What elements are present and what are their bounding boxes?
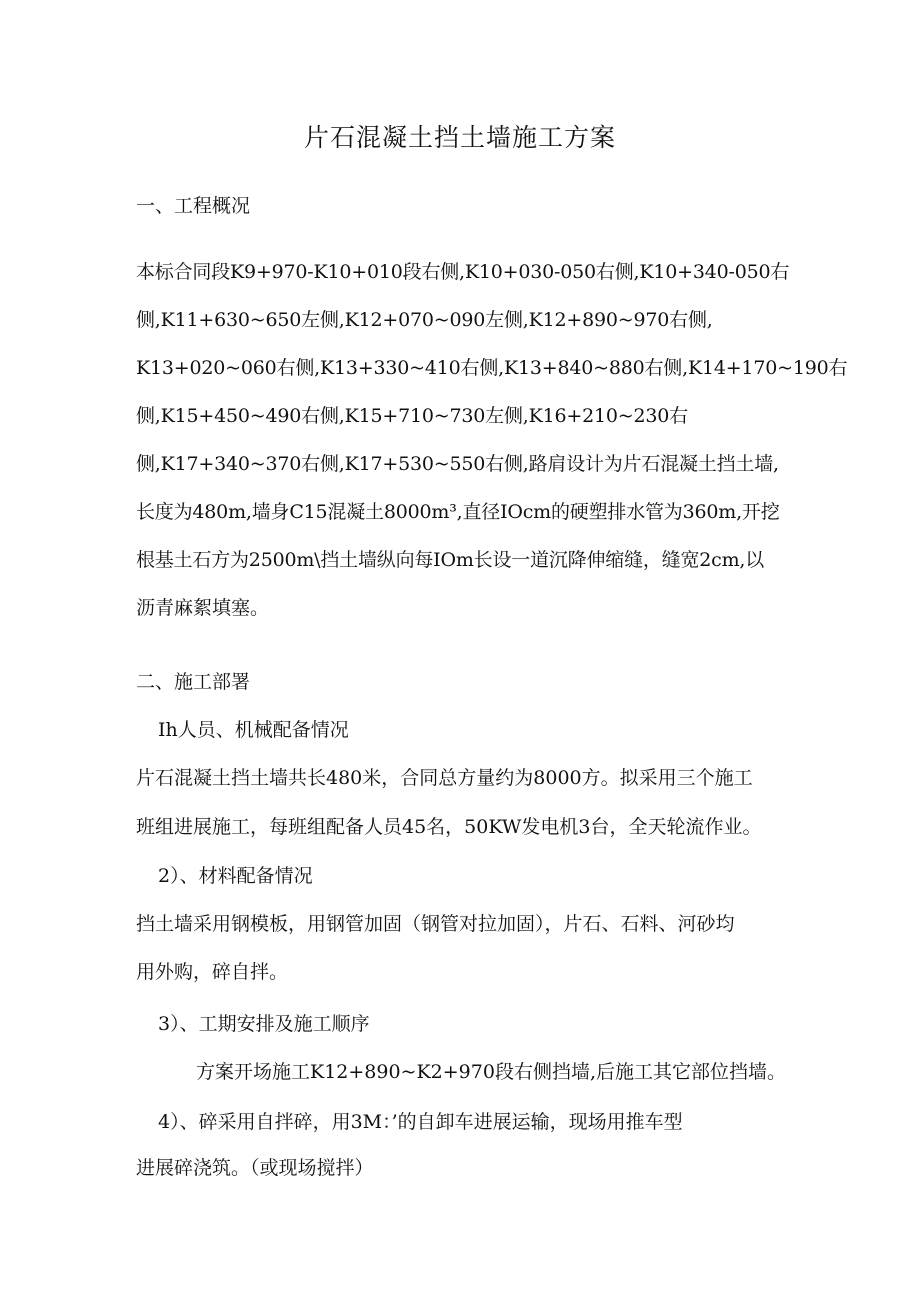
paragraph-line: 沥青麻絮填塞。 — [136, 597, 270, 619]
paragraph-line: 片石混凝土挡土墙共长480米，合同总方量约为8000方。拟采用三个施工 — [136, 767, 753, 789]
paragraph-line: 方案开场施工K12+890~K2+970段右侧挡墙,后施工其它部位挡墙。 — [196, 1061, 786, 1083]
paragraph-line: 侧,K17+340~370右侧,K17+530~550右侧,路肩设计为片石混凝土挡土墙, — [136, 453, 779, 475]
paragraph-line-concrete: 4）、碎采用自拌碎，用3M：’的自卸车进展运输，现场用推车型 — [158, 1111, 683, 1133]
paragraph-line: 用外购，碎自拌。 — [136, 961, 289, 983]
paragraph-line: 侧,K15+450~490右侧,K15+710~730左侧,K16+210~230右 — [136, 405, 688, 427]
subheading-staff-machinery: Ih人员、机械配备情况 — [158, 719, 349, 741]
subheading-schedule: 3）、工期安排及施工顺序 — [158, 1013, 370, 1035]
paragraph-line: 本标合同段K9+970-K10+010段右侧,K10+030-050右侧,K10+340-050右 — [136, 261, 790, 283]
paragraph-line: 长度为480m,墙身C15混凝土8000m³,直径IOcm的硬塑排水管为360m,开挖 — [136, 501, 780, 523]
section-heading-deployment: 二、施工部署 — [136, 671, 251, 693]
paragraph-line: 根基土石方为2500m\挡土墙纵向每IOm长设一道沉降伸缩缝，缝宽2cm,以 — [136, 549, 765, 571]
paragraph-line: 进展碎浇筑。（或现场搅拌） — [136, 1157, 374, 1179]
paragraph-line: 挡土墙采用钢模板，用钢管加固（钢管对拉加固），片石、石料、河砂均 — [136, 913, 735, 935]
subheading-materials: 2）、材料配备情况 — [158, 865, 313, 887]
paragraph-line: 班组进展施工，每班组配备人员45名，50KW发电机3台，全天轮流作业。 — [136, 816, 762, 838]
section-heading-overview: 一、工程概况 — [136, 195, 251, 217]
paragraph-line: K13+020~060右侧,K13+330~410右侧,K13+840~880右侧,K14+170~190右 — [136, 357, 848, 379]
paragraph-line: 侧,K11+630~650左侧,K12+070~090左侧,K12+890~970右侧, — [136, 309, 713, 331]
document-title: 片石混凝土挡土墙施工方案 — [303, 123, 616, 152]
